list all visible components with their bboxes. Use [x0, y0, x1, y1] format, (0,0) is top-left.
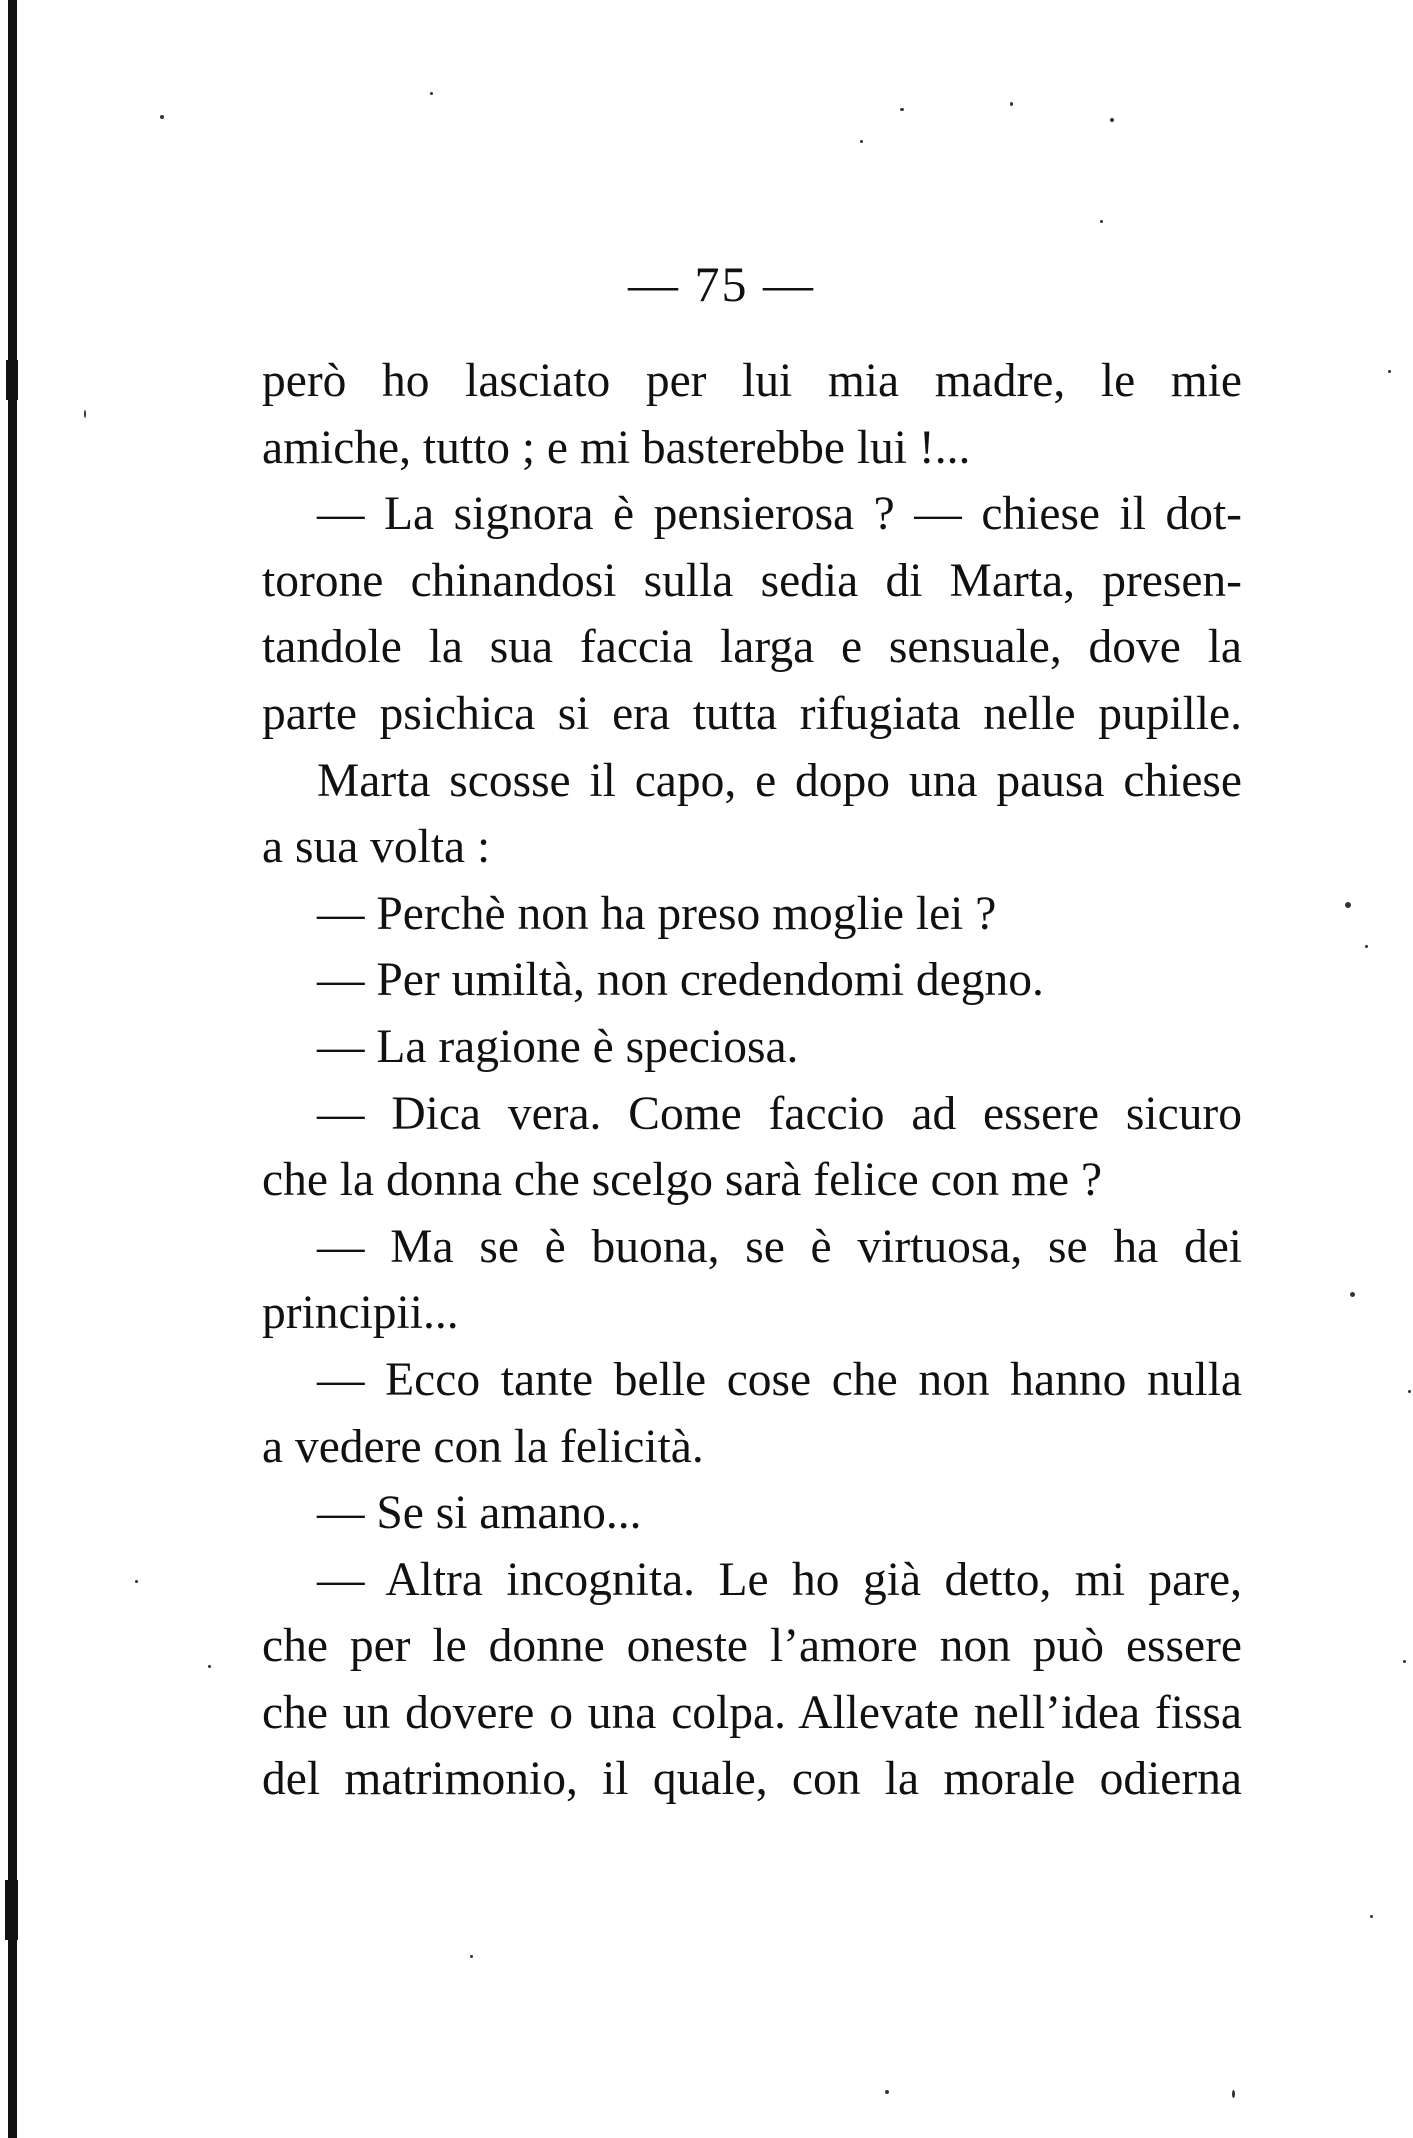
- text-line: torone chinandosi sulla sedia di Marta, presen-: [262, 554, 1242, 607]
- scan-speck: [208, 1665, 211, 1668]
- scan-speck: [1010, 102, 1013, 106]
- scan-speck: [1365, 945, 1368, 948]
- scan-speck: [1345, 902, 1351, 908]
- text-line: Marta scosse il capo, e dopo una pausa chiese: [317, 754, 1242, 807]
- page-body-text: [262, 348, 1242, 1813]
- text-line: tandole la sua faccia larga e sensuale, dove la: [262, 621, 1242, 674]
- scan-speck: [860, 140, 863, 143]
- scan-speck: [885, 2090, 889, 2094]
- scan-speck: [1408, 1390, 1411, 1393]
- scan-speck: [1110, 118, 1114, 122]
- scan-speck: [84, 410, 86, 418]
- scan-speck: [1100, 220, 1103, 223]
- scan-speck: [1388, 370, 1391, 373]
- text-line: — Se si amano...: [317, 1487, 642, 1540]
- text-line: che per le donne oneste l’amore non può essere: [262, 1620, 1242, 1673]
- text-line: principii...: [262, 1287, 459, 1340]
- scan-speck: [1403, 1660, 1406, 1663]
- text-line: — La signora è pensierosa ? — chiese il dot-: [317, 488, 1242, 541]
- binding-shadow: [8, 0, 17, 2138]
- text-line: — La ragione è speciosa.: [317, 1020, 799, 1073]
- text-line: — Altra incognita. Le ho già detto, mi pare,: [317, 1553, 1242, 1606]
- page-number: — 75 —: [628, 256, 815, 312]
- text-line: — Per umiltà, non credendomi degno.: [317, 954, 1044, 1007]
- text-line: a vedere con la felicità.: [262, 1420, 704, 1473]
- text-line: amiche, tutto ; e mi basterebbe lui !...: [262, 421, 971, 474]
- scan-speck: [900, 108, 904, 111]
- text-line: a sua volta :: [262, 821, 491, 874]
- text-line: che la donna che scelgo sarà felice con me ?: [262, 1154, 1103, 1207]
- binding-edge: [0, 0, 22, 2138]
- scan-speck: [470, 1955, 473, 1958]
- text-line: — Ma se è buona, se è virtuosa, se ha dei: [317, 1220, 1242, 1273]
- scan-speck: [1350, 1292, 1355, 1297]
- text-line: che un dovere o una colpa. Allevate nell’idea fissa: [262, 1686, 1242, 1739]
- text-line: del matrimonio, il quale, con la morale odierna: [262, 1753, 1242, 1806]
- scan-speck: [430, 92, 433, 95]
- text-line: parte psichica si era tutta rifugiata nelle pupille.: [262, 687, 1242, 740]
- scan-speck: [135, 1580, 138, 1583]
- binding-shadow-thick: [5, 1880, 18, 1940]
- scan-speck: [1370, 1915, 1373, 1918]
- scan-speck: [1232, 2090, 1235, 2098]
- text-line: — Dica vera. Come faccio ad essere sicuro: [317, 1087, 1242, 1140]
- text-line: — Ecco tante belle cose che non hanno nulla: [317, 1353, 1242, 1406]
- text-line: — Perchè non ha preso moglie lei ?: [317, 887, 997, 940]
- text-line: però ho lasciato per lui mia madre, le mie: [262, 355, 1242, 407]
- scan-speck: [160, 115, 164, 119]
- binding-shadow-thick: [6, 360, 18, 400]
